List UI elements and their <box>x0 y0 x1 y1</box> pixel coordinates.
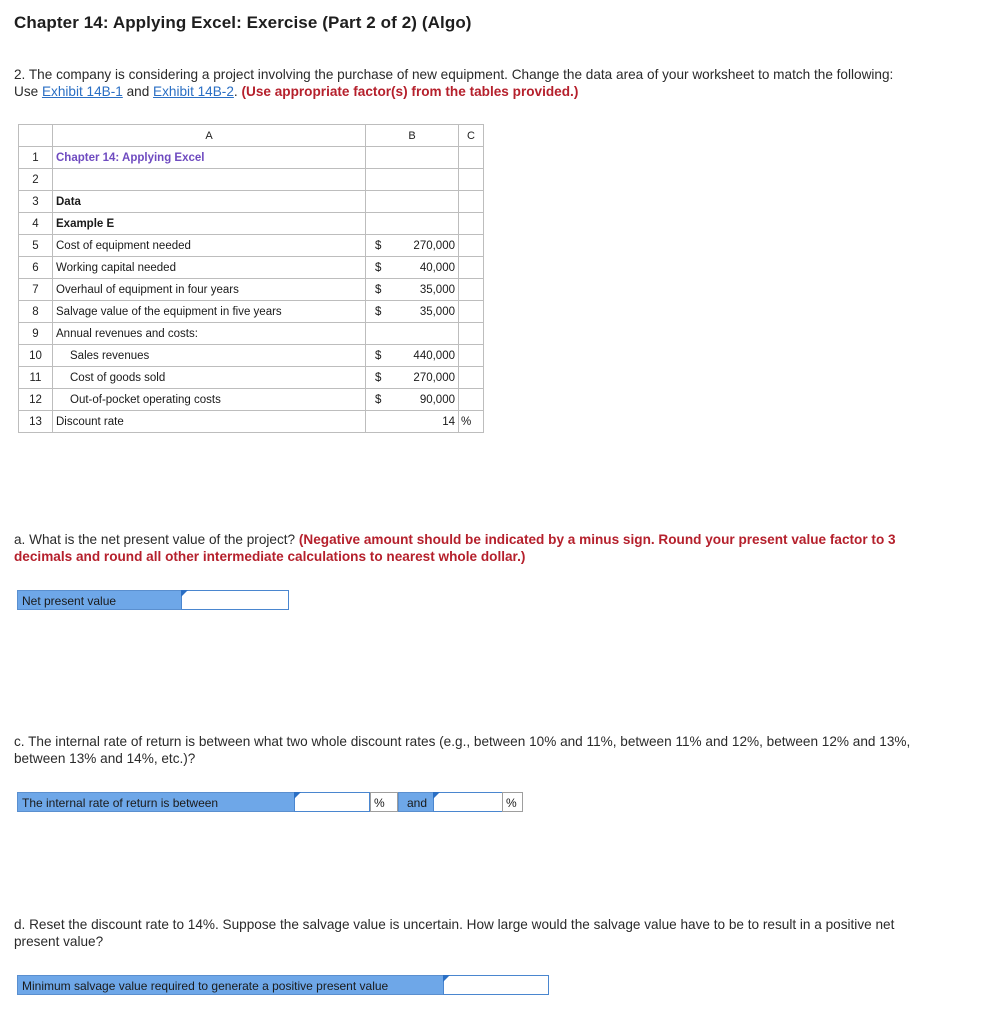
row-number: 10 <box>19 345 53 367</box>
cell-b <box>366 235 459 257</box>
spreadsheet <box>18 124 484 433</box>
row-number: 6 <box>19 257 53 279</box>
row-number: 12 <box>19 389 53 411</box>
irr-lower-input-cell[interactable] <box>294 792 370 812</box>
cell-b-value: 35,000 <box>419 305 455 318</box>
irr-lower-input[interactable] <box>295 793 369 811</box>
cell-c <box>459 169 484 191</box>
min-salvage-input-cell[interactable] <box>443 975 549 995</box>
irr-and-label: and <box>398 792 434 812</box>
currency-symbol: $ <box>375 349 382 362</box>
cell-b <box>366 191 459 213</box>
input-flag-icon <box>181 590 188 597</box>
cell-a: Cost of goods sold <box>53 367 366 389</box>
sheet-row <box>19 213 484 235</box>
cell-c <box>459 279 484 301</box>
cell-b <box>366 169 459 191</box>
sheet-row <box>19 367 484 389</box>
irr-lower-percent: % <box>370 792 398 812</box>
question-2-period: . <box>233 84 242 99</box>
sheet-row <box>19 279 484 301</box>
cell-a: Chapter 14: Applying Excel <box>53 147 366 169</box>
irr-label: The internal rate of return is between <box>17 792 295 812</box>
sheet-row <box>19 411 484 433</box>
cell-a: Annual revenues and costs: <box>53 323 366 345</box>
question-2-and: and <box>122 84 154 99</box>
cell-b-value: 90,000 <box>419 393 455 406</box>
cell-c <box>459 323 484 345</box>
question-2-text: 2. The company is considering a project involving the purchase of new equipment. Change the data area of your worksheet to match the following: Use <box>14 67 894 99</box>
sheet-row <box>19 169 484 191</box>
row-number: 2 <box>19 169 53 191</box>
currency-symbol: $ <box>375 371 382 384</box>
part-a-instruction: (Negative amount should be indicated by a minus sign. Round your present value factor to 3 decimals and round all other intermediate calculations to nearest whole dollar.) <box>14 532 896 564</box>
cell-c <box>459 257 484 279</box>
cell-a <box>53 169 366 191</box>
cell-a: Sales revenues <box>53 345 366 367</box>
cell-c <box>459 301 484 323</box>
input-flag-icon <box>443 975 450 982</box>
question-2-instruction: (Use appropriate factor(s) from the tables provided.) <box>241 84 579 99</box>
question-2 <box>14 66 914 100</box>
cell-c <box>459 147 484 169</box>
cell-c <box>459 367 484 389</box>
sheet-row <box>19 235 484 257</box>
exhibit-14b2-link[interactable]: Exhibit 14B-2 <box>153 84 234 99</box>
cell-c <box>459 191 484 213</box>
currency-symbol: $ <box>375 283 382 296</box>
exhibit-14b1-link[interactable]: Exhibit 14B-1 <box>41 84 123 99</box>
cell-b-value: 270,000 <box>413 371 455 384</box>
cell-b-value: 14 <box>442 415 455 428</box>
page-title: Chapter 14: Applying Excel: Exercise (Part 2 of 2) (Algo) <box>14 13 472 32</box>
currency-symbol: $ <box>375 239 382 252</box>
row-number: 8 <box>19 301 53 323</box>
cell-b <box>366 389 459 411</box>
net-present-value-input-cell[interactable] <box>181 590 289 610</box>
sheet-row <box>19 191 484 213</box>
row-number: 13 <box>19 411 53 433</box>
irr-upper-percent: % <box>502 792 523 812</box>
cell-b-value: 270,000 <box>413 239 455 252</box>
cell-b <box>366 147 459 169</box>
sheet-row <box>19 301 484 323</box>
part-a-question-text: a. What is the net present value of the project? <box>14 532 299 547</box>
cell-c <box>459 345 484 367</box>
irr-upper-input[interactable] <box>434 793 502 811</box>
cell-b <box>366 345 459 367</box>
part-d-question: d. Reset the discount rate to 14%. Suppose the salvage value is uncertain. How large would the salvage value have to be to result in a positive net present value? <box>14 917 895 949</box>
cell-b <box>366 257 459 279</box>
currency-symbol: $ <box>375 305 382 318</box>
cell-a: Data <box>53 191 366 213</box>
column-header-a: A <box>53 125 366 147</box>
min-salvage-input[interactable] <box>444 976 548 994</box>
cell-b-value: 440,000 <box>413 349 455 362</box>
cell-b <box>366 323 459 345</box>
row-number: 11 <box>19 367 53 389</box>
net-present-value-label: Net present value <box>17 590 182 610</box>
currency-symbol: $ <box>375 261 382 274</box>
cell-c: % <box>459 411 484 433</box>
cell-a: Working capital needed <box>53 257 366 279</box>
corner-cell <box>19 125 53 147</box>
column-header-row <box>19 125 484 147</box>
cell-a: Overhaul of equipment in four years <box>53 279 366 301</box>
cell-a: Discount rate <box>53 411 366 433</box>
row-number: 1 <box>19 147 53 169</box>
cell-b <box>366 411 459 433</box>
part-a-question <box>14 531 914 565</box>
sheet-row <box>19 345 484 367</box>
cell-a: Out-of-pocket operating costs <box>53 389 366 411</box>
input-flag-icon <box>294 792 301 799</box>
min-salvage-label: Minimum salvage value required to generate a positive present value <box>17 975 444 995</box>
row-number: 4 <box>19 213 53 235</box>
row-number: 5 <box>19 235 53 257</box>
cell-a: Cost of equipment needed <box>53 235 366 257</box>
cell-a: Example E <box>53 213 366 235</box>
irr-upper-input-cell[interactable] <box>433 792 503 812</box>
sheet-row <box>19 257 484 279</box>
row-number: 3 <box>19 191 53 213</box>
cell-b <box>366 213 459 235</box>
column-header-c: C <box>459 125 484 147</box>
part-c-question: c. The internal rate of return is between what two whole discount rates (e.g., between 10% and 11%, between 11% and 12%, between 12% and 13%, between 13% and 14%, etc.)? <box>14 734 911 766</box>
column-header-b: B <box>366 125 459 147</box>
cell-b <box>366 301 459 323</box>
net-present-value-input[interactable] <box>182 591 288 609</box>
row-number: 7 <box>19 279 53 301</box>
cell-b <box>366 279 459 301</box>
currency-symbol: $ <box>375 393 382 406</box>
cell-c <box>459 213 484 235</box>
input-flag-icon <box>433 792 440 799</box>
sheet-row <box>19 389 484 411</box>
cell-a: Salvage value of the equipment in five years <box>53 301 366 323</box>
cell-c <box>459 389 484 411</box>
cell-b-value: 35,000 <box>419 283 455 296</box>
cell-c <box>459 235 484 257</box>
cell-b-value: 40,000 <box>419 261 455 274</box>
cell-b <box>366 367 459 389</box>
sheet-row <box>19 147 484 169</box>
sheet-row <box>19 323 484 345</box>
row-number: 9 <box>19 323 53 345</box>
